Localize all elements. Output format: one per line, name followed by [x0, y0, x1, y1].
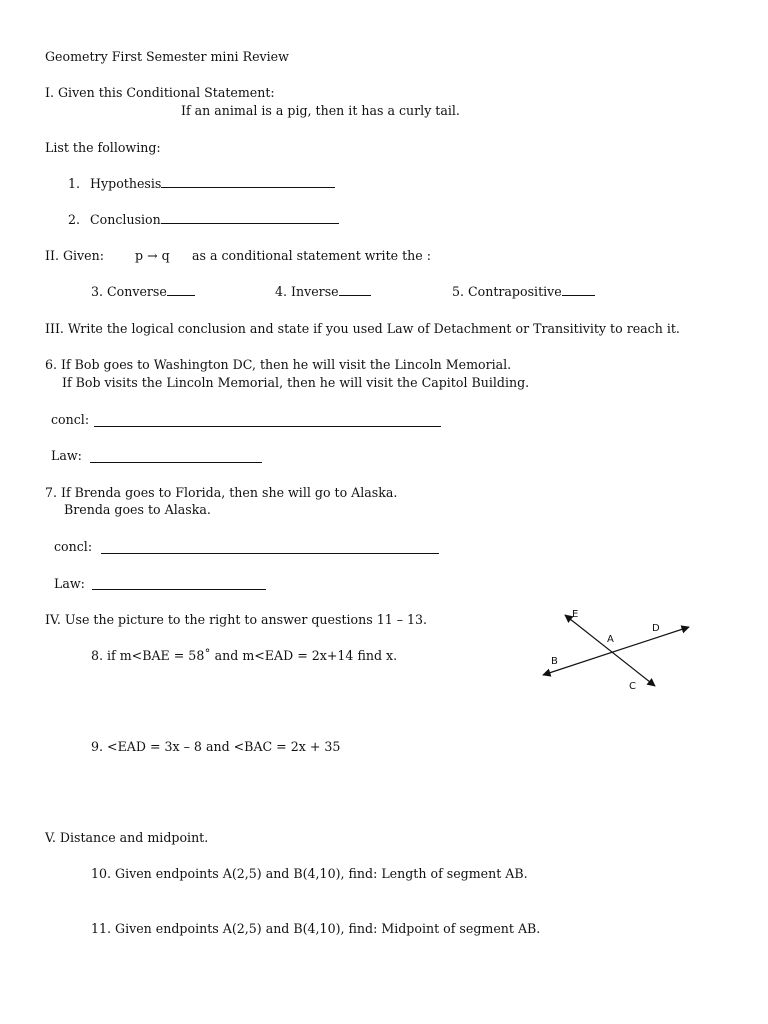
section-2-instruction: as a conditional statement write the : [192, 248, 431, 263]
list-prompt: List the following: [45, 140, 161, 155]
question-9: 9. <EAD = 3x – 8 and <BAC = 2x + 35 [91, 739, 341, 754]
hypothesis-answer-blank[interactable] [161, 178, 335, 188]
section-1-heading: I. Given this Conditional Statement: [45, 85, 275, 100]
conclusion-item [68, 214, 339, 227]
question-6-line-1: 6. If Bob goes to Washington DC, then he will visit the Lincoln Memorial. [45, 357, 512, 372]
converse-item [91, 286, 195, 299]
inverse-item [275, 286, 371, 299]
q6-conclusion-answer-line[interactable] [94, 426, 441, 427]
label-b: B [551, 656, 558, 667]
section-4-heading: IV. Use the picture to the right to answer questions 11 – 13. [45, 612, 428, 627]
label-d: D [652, 623, 660, 634]
contrapositive-item [452, 286, 595, 299]
item-number: 2. [68, 212, 81, 227]
line-bd [543, 627, 689, 675]
q7-law-answer-line[interactable] [92, 589, 266, 590]
question-6-line-2: If Bob visits the Lincoln Memorial, then he will visit the Capitol Building. [62, 375, 530, 390]
q6-concl-label: concl: [51, 412, 90, 427]
contrapositive-label: 5. Contrapositive [452, 284, 562, 299]
label-c: C [629, 681, 636, 692]
hypothesis-item [68, 178, 335, 191]
conclusion-label: Conclusion [90, 212, 161, 227]
q6-law-answer-line[interactable] [90, 462, 262, 463]
line-ec [565, 615, 655, 686]
question-11: 11. Given endpoints A(2,5) and B(4,10), find: Midpoint of segment AB. [91, 921, 541, 936]
label-e: E [572, 609, 579, 620]
hypothesis-label: Hypothesis [90, 176, 162, 191]
q6-law-label: Law: [51, 448, 82, 463]
converse-answer-blank[interactable] [167, 286, 195, 296]
worksheet-title: Geometry First Semester mini Review [45, 49, 289, 64]
conclusion-answer-blank[interactable] [161, 214, 339, 224]
question-8: 8. if m<BAE = 58˚ and m<EAD = 2x+14 find x. [91, 648, 398, 663]
question-7-line-1: 7. If Brenda goes to Florida, then she will go to Alaska. [45, 485, 398, 500]
q7-concl-label: concl: [54, 539, 93, 554]
q7-conclusion-answer-line[interactable] [101, 553, 439, 554]
inverse-answer-blank[interactable] [339, 286, 371, 296]
section-5-heading: V. Distance and midpoint. [45, 830, 209, 845]
label-a: A [607, 634, 614, 645]
q7-law-label: Law: [54, 576, 85, 591]
item-number: 1. [68, 176, 81, 191]
contrapositive-answer-blank[interactable] [562, 286, 595, 296]
section-3-heading: III. Write the logical conclusion and state if you used Law of Detachment or Transitivity to reach it. [45, 321, 680, 336]
converse-label: 3. Converse [91, 284, 167, 299]
conditional-expression: p → q [135, 248, 170, 263]
section-2-heading: II. Given: [45, 248, 104, 263]
question-7-line-2: Brenda goes to Alaska. [64, 502, 211, 517]
question-10: 10. Given endpoints A(2,5) and B(4,10), find: Length of segment AB. [91, 866, 528, 881]
conditional-statement: If an animal is a pig, then it has a curly tail. [181, 103, 460, 118]
inverse-label: 4. Inverse [275, 284, 339, 299]
intersecting-lines-figure [530, 600, 700, 700]
